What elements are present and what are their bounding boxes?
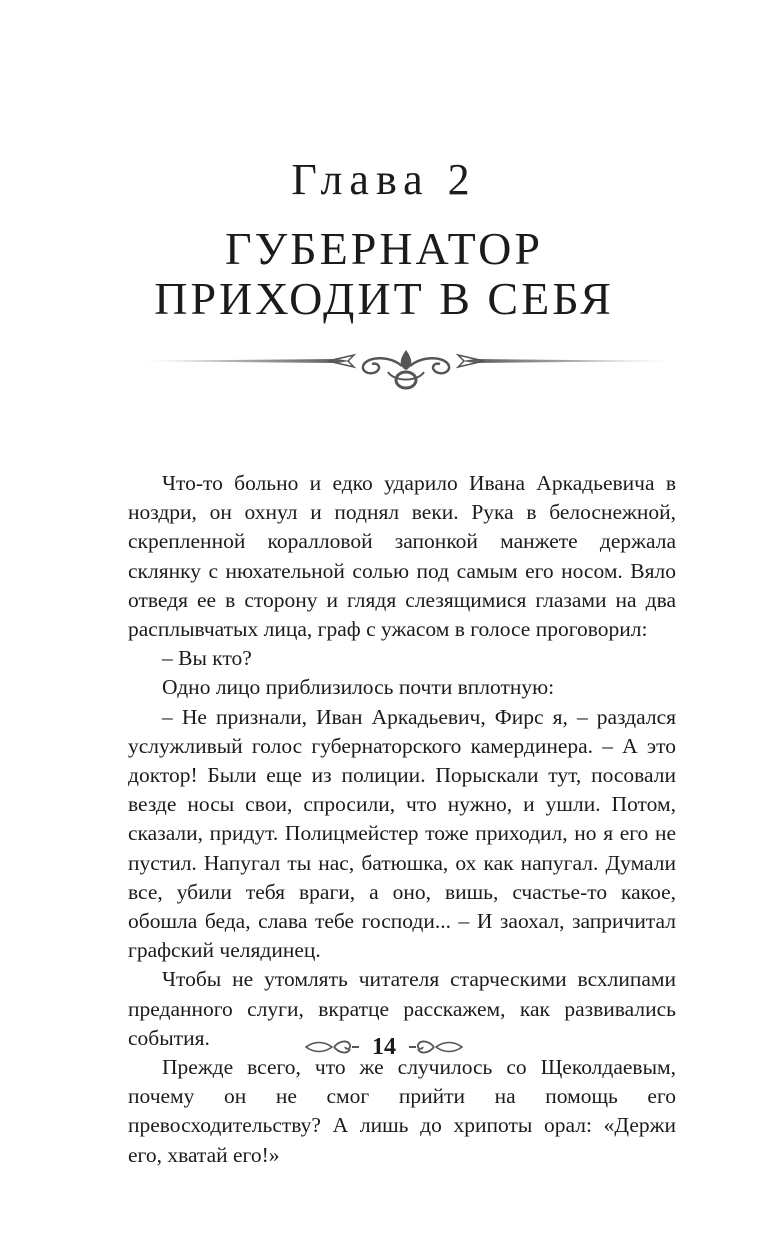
- paragraph: – Вы кто?: [162, 646, 252, 671]
- paragraph: – Не признали, Иван Аркадьевич, Фирс я, – раздался услужливый голос губернаторского камердинера. – А это доктор! Были еще из полиции. Порыскали тут, посовали везде носы свои, спросили, что нужно, и ушли. Потом, сказали, придут. Полицмейстер тоже приходил, но я его не пустил. Напугал ты нас, батюшка, ох как напугал. Думали все, убили тебя враги, а оно, вишь, счастье-то какое, обошла беда, слава тебе господи... – И заохал, запричитал графский челядинец.: [128, 704, 676, 963]
- page-footer: [0, 1032, 768, 1062]
- footer-ornament-right-icon: [408, 1037, 464, 1057]
- chapter-label: Глава 2: [291, 155, 477, 204]
- chapter-title-line: ГУБЕРНАТОР: [225, 223, 543, 274]
- page-number: 14: [372, 1034, 396, 1060]
- body-text: [128, 469, 676, 1170]
- chapter-ornament-divider: [132, 336, 680, 398]
- chapter-title: [0, 224, 768, 324]
- paragraph: Прежде всего, что же случилось со Щеколдаевым, почему он не смог прийти на помощь его превосходительству? А лишь до хрипоты орал: «Держи его, хватай его!»: [128, 1055, 676, 1167]
- paragraph: Одно лицо приблизилось почти вплотную:: [162, 675, 555, 700]
- paragraph: Что-то больно и едко ударило Ивана Аркадьевича в ноздри, он охнул и поднял веки. Рука в белоснежной, скрепленной коралловой запонкой манжете держала склянку с нюхательной солью под самым его носом. Вяло отведя ее в сторону и глядя слезящимися глазами на два расплывчатых лица, граф с ужасом в голосе проговорил:: [128, 471, 676, 642]
- footer-ornament-left-icon: [304, 1037, 360, 1057]
- chapter-title-line: ПРИХОДИТ В СЕБЯ: [154, 273, 614, 324]
- paragraph: Чтобы не утомлять читателя старческими всхлипами преданного слуги, вкратце расскажем, как развивались события.: [128, 967, 676, 1050]
